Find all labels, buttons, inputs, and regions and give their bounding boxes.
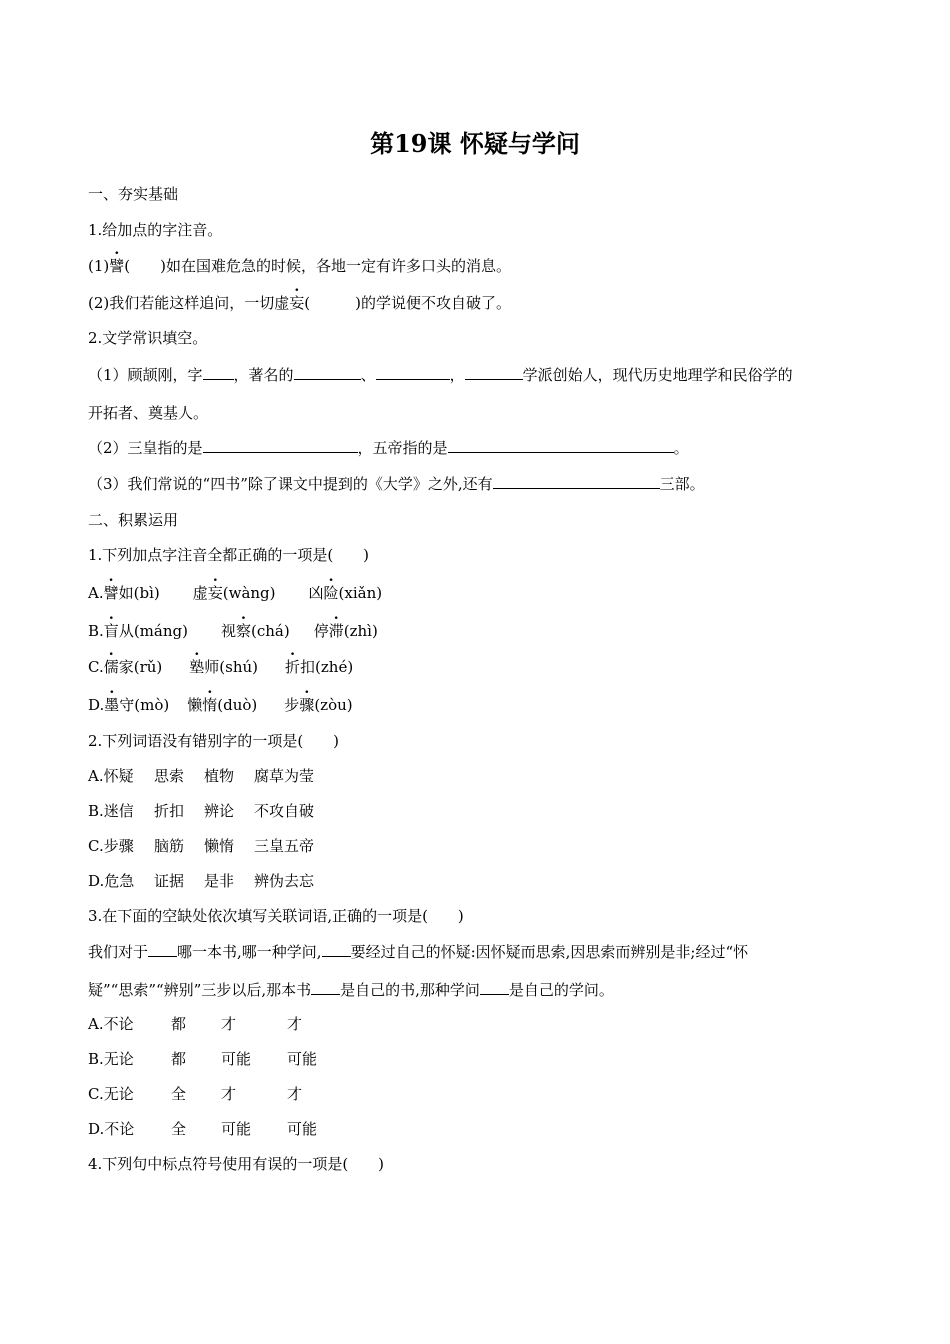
answer-blank[interactable] <box>480 980 509 995</box>
mc-question-4-stem: 4.下列句中标点符号使用有误的一项是( ) <box>88 1155 385 1173</box>
question-2-part-2 <box>88 438 689 458</box>
fill-text: ， <box>449 366 465 384</box>
mc-question-2-option-d[interactable]: D.危急 证据 是非 辨伪去忘 <box>88 872 315 890</box>
answer-blank[interactable] <box>294 365 361 380</box>
mc-question-3-option-c[interactable]: C.无论 全 才 才 <box>88 1085 303 1103</box>
question-1-stem: 1.给加点的字注音。 <box>88 221 223 239</box>
question-2-stem: 2.文学常识填空。 <box>88 329 208 347</box>
mc-question-2-option-b[interactable]: B.迷信 折扣 辨论 不攻自破 <box>88 802 315 820</box>
fill-text: 学派创始人，现代历史地理学和民俗学的 <box>522 366 793 384</box>
dotted-char: 滞 <box>328 622 344 640</box>
section-heading-basics: 一、夯实基础 <box>88 185 179 203</box>
dotted-char: 譬 <box>103 584 119 602</box>
dotted-char: 惰 <box>202 696 218 714</box>
item-number: (1) <box>88 257 110 275</box>
fill-text: （2）三皇指的是 <box>88 439 203 457</box>
answer-blank[interactable] <box>448 438 674 453</box>
answer-blank[interactable] <box>493 474 660 489</box>
mc-question-3-option-b[interactable]: B.无论 都 可能 可能 <box>88 1050 318 1068</box>
answer-blank[interactable] <box>311 980 340 995</box>
mc-question-2-stem: 2.下列词语没有错别字的一项是( ) <box>88 732 340 750</box>
section-heading-application: 二、积累运用 <box>88 511 179 529</box>
fill-text: 。 <box>673 439 689 457</box>
dotted-char: 妄 <box>207 584 223 602</box>
dotted-char: 骤 <box>299 696 315 714</box>
dotted-char: 墨 <box>104 696 120 714</box>
item-text: ( )的学说便不攻自破了。 <box>304 294 511 312</box>
item-text: (2)我们若能这样追问，一切虚 <box>88 294 290 312</box>
dotted-char: 察 <box>235 622 251 640</box>
mc-question-3-option-d[interactable]: D.不论 全 可能 可能 <box>88 1120 318 1138</box>
dotted-char: 塾 <box>189 658 205 676</box>
question-2-part-3 <box>88 474 705 494</box>
mc-question-1-stem: 1.下列加点字注音全都正确的一项是( ) <box>88 546 370 564</box>
mc-question-3-stem: 3.在下面的空缺处依次填写关联词语,正确的一项是( ) <box>88 907 464 925</box>
question-1-item-1 <box>88 256 511 276</box>
answer-blank[interactable] <box>148 942 177 957</box>
mc-question-3-passage-line-2: 疑”“思索”“辨别”三步以后,那本书 是自己的书,那种学问 是自己的学问。 <box>88 981 614 999</box>
fill-text: （1）顾颉刚，字 <box>88 366 203 384</box>
dotted-char: 险 <box>323 584 339 602</box>
fill-text: ，著名的 <box>233 366 294 384</box>
page-title: 第19课 怀疑与学问 <box>370 129 580 158</box>
question-2-part-1 <box>88 365 793 385</box>
fill-text: ，五帝指的是 <box>357 439 448 457</box>
mc-question-1-option-d[interactable]: D.墨守(mò) 懒惰(duò) 步骤(zòu) <box>88 696 353 714</box>
dotted-char: 折 <box>285 658 301 676</box>
mc-question-1-option-a[interactable]: A.譬如(bì) 虚妄(wàng) 凶险(xiǎn) <box>88 584 383 602</box>
fill-text: 三部。 <box>659 475 705 493</box>
mc-question-2-option-c[interactable]: C.步骤 脑筋 懒惰 三皇五帝 <box>88 837 315 855</box>
fill-text: 、 <box>360 366 376 384</box>
mc-question-3-passage-line-1: 我们对于 哪一本书,哪一种学问, 要经过自己的怀疑:因怀疑而思索,因思索而辨别是非;经过“怀 <box>88 943 749 961</box>
dotted-char: 盲 <box>103 622 119 640</box>
answer-blank[interactable] <box>203 438 358 453</box>
answer-blank[interactable] <box>465 365 523 380</box>
dotted-char: 妄 <box>289 294 305 312</box>
answer-blank[interactable] <box>376 365 450 380</box>
dotted-char: 儒 <box>103 658 119 676</box>
question-1-item-2 <box>88 293 511 313</box>
item-text: ( )如在国难危急的时候，各地一定有许多口头的消息。 <box>124 257 511 275</box>
fill-text: （3）我们常说的“四书”除了课文中提到的《大学》之外,还有 <box>88 475 493 493</box>
dotted-char: 譬 <box>109 257 125 275</box>
answer-blank[interactable] <box>322 942 351 957</box>
mc-question-3-option-a[interactable]: A.不论 都 才 才 <box>88 1015 303 1033</box>
mc-question-1-option-c[interactable]: C.儒家(rǔ) 塾师(shú) 折扣(zhé) <box>88 658 354 676</box>
answer-blank[interactable] <box>203 365 234 380</box>
mc-question-2-option-a[interactable]: A.怀疑 思索 植物 腐草为莹 <box>88 767 315 785</box>
question-2-part-1-cont: 开拓者、奠基人。 <box>88 404 209 422</box>
mc-question-1-option-b[interactable]: B.盲从(máng) 视察(chá) 停滞(zhì) <box>88 622 378 640</box>
